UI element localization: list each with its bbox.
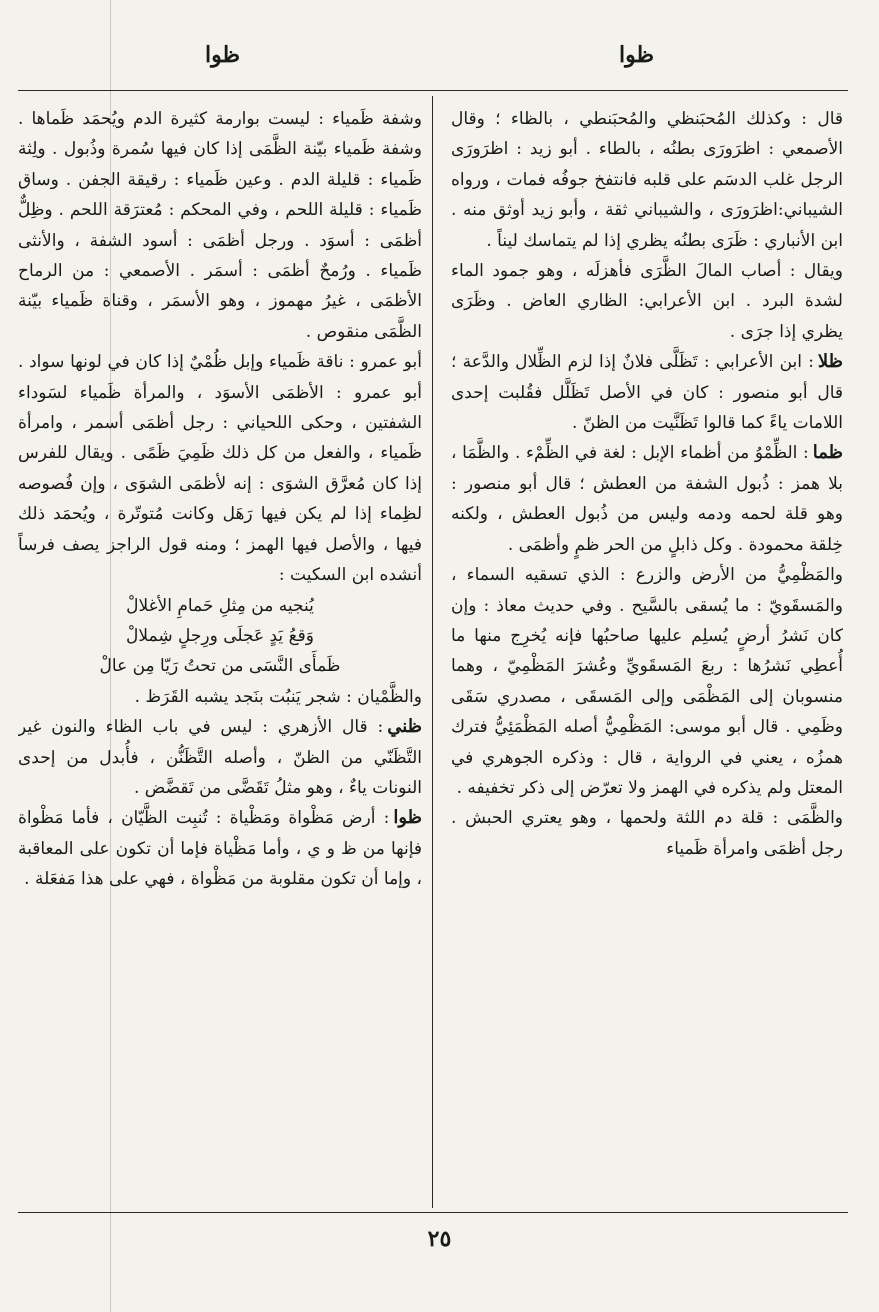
verse-line: يُنجيه من مِثلِ حَمامِ الأغلالْ xyxy=(126,595,314,616)
right-column xyxy=(451,104,843,1204)
paragraph: والظَّمَى : قلة دم اللثة ولحمها ، وهو يعتري الحبش . رجل أظمَى وامرأة ظَمياء xyxy=(451,808,843,859)
headword: ظوا xyxy=(393,807,422,829)
footer-rule xyxy=(18,1212,848,1213)
entry-zama xyxy=(451,438,843,560)
page-number: ٢٥ xyxy=(427,1226,452,1252)
left-column xyxy=(18,104,422,1204)
running-head-right: ظوا xyxy=(619,42,654,68)
entry-text: : الظِّمْوُ من أظماء الإبل : لغة في الظِّمْء . والظَّمَا ، بلا همز : ذُبول الشفة من العطش ؛ قال أبو منصور : وهو قلة لحمه ودمه وليس من ذُبول العطش ، ولكنه خِلقة محمودة . وكل ذابلٍ من الحر ظمٍ وأظمَى . xyxy=(451,443,843,555)
headword: ظلا xyxy=(817,351,843,373)
header-rule xyxy=(18,90,848,91)
entry-text: : قال الأزهري : ليس في باب الظاء والنون غير التَّظَنّي من الظنّ ، وأصله التَّظَنُّن ، فأُبدل من إحدى النونات ياءٌ ، وهو مثلُ تَقَضَّى من تَقضَّض . xyxy=(18,717,422,798)
entry-zani xyxy=(18,712,422,803)
verse-line: ظَمأَى النَّسَى من تحتُ رَيّا مِن عالْ xyxy=(99,656,341,677)
paragraph: أبو عمرو : ناقة ظَمياء وإبل ظُمْيٌ إذا كان في لونها سواد . أبو عمرو : الأظمَى الأسوَد ، والمرأة ظَمياء لسَوداء الشفتين ، وحكى اللحياني : رجل أظمَى أسمر ، وامرأة ظَمياء ، والفعل من كل ذلك ظَمِيَ ظَمًى . ويقال للفرس إذا كان مُعرَّق الشوَى : إنه لأظمَى الشوَى ، وإن فُصوصه لظِماء إذا لم يكن فيها رَهَل وكانت مُتوتّرة ، ويُحمَد ذلك فيها ، والأصل فيها الهمز ؛ ومنه قول الراجز يصف فرساً أنشده ابن السكيت : xyxy=(18,352,422,586)
paragraph: ويقال : أصاب المالَ الظَّرَى فأهزلَه ، وهو جمود الماء لشدة البرد . ابن الأعرابي: الظاري العاض . وظَرَى يظري إذا جرَى . xyxy=(451,261,843,342)
entry-text: : أرض مَظْواة ومَظْياة : تُنبِت الظَّيّان ، فأما مَظْواة فإنها من ظ و ي ، وأما مَظْياة فإما أن تكون على المعاقبة ، وإما أن تكون مقلوبة من مَظْواة ، فهي على هذا مَفعَلة . xyxy=(18,808,422,890)
paragraph: والمَظْمِيُّ من الأرض والزرع : الذي تسقيه السماء ، والمَسقَويّ : ما يُسقى بالسَّيح . وفي حديث معاذ : وإن كان نَشرُ أرضٍ يُسلِم عليها صاحبُها فإنه يُخرِج منها ما أُعطِي نَشرُها : ربعَ المَسقَويِّ وعُشرَ المَظْمِيّ ، وهما منسوبان إلى المَظْمَى وإلى المَسقَى ، مصدري سَقَى وظَمِي . قال أبو موسى: المَظْمِيُّ أصله المَظْمَئِيُّ فترك همزُه ، يعني في الرواية ، قال : وذكره الجوهري في المعتل ولم يذكره في الهمز ولا تعرّض إلى ذكر تخفيفه . xyxy=(451,565,843,798)
paragraph: وشفة ظَمياء : ليست بوارمة كثيرة الدم ويُحمَد ظَماها . وشفة ظَمياء بيّنة الظَّمَى إذا كان فيها سُمرة وذُبول . ولِثة ظَمياء : قليلة الدم . وعين ظَمياء : رقيقة الجفن . وساق ظَمياء : قليلة اللحم ، وفي المحكم : مُعترَقة اللحم . وظِلٌّ أظمَى : أسوَد . ورجل أظمَى : أسود الشفة ، والأنثى ظَمياء . ورُمحٌ أظمَى : أسمَر . الأصمعي : من الرماح الأظمَى ، غيرُ مهموز ، وهو الأسمَر ، وقناة ظَمياء بيّنة الظَّمَى منقوص . xyxy=(18,109,422,342)
verse-line: وَقعُ يَدٍ عَجلَى ورِجلٍ شِملالْ xyxy=(126,625,314,646)
paragraph: والظَّمْيان : شجر يَنبُت بنَجد يشبه القَرَظ . xyxy=(134,686,422,707)
entry-zawa xyxy=(18,803,422,894)
entry-zala xyxy=(451,347,843,438)
paragraph: قال : وكذلك المُحبَنظي والمُحبَنطي ، بالظاء ؛ وقال الأصمعي : اظرَورَى بطنُه ، بالطاء . أبو زيد : اظرَورَى الرجل غلب الدسَم على قلبه فانتفخ جوفُه فمات ، ورواه الشيباني:اظرَورَى ، والشيباني ثقة ، وأبو زيد أوثق منه . ابن الأنباري : ظَرَى بطنُه يظري إذا لم يتماسك ليناً . xyxy=(451,109,843,251)
column-divider xyxy=(432,96,433,1208)
headword: ظما xyxy=(812,442,843,464)
running-head-left: ظوا xyxy=(205,42,240,68)
entry-text: : ابن الأعرابي : تَظَلَّى فلانٌ إذا لزم الظِّلال والدَّعة ؛ قال أبو منصور : كان في الأصل تَظَلَّل فقُلبت إحدى اللامات ياءً كما قالوا تَظَنَّيت من الظنّ . xyxy=(451,352,843,434)
headword: ظني xyxy=(387,716,422,738)
